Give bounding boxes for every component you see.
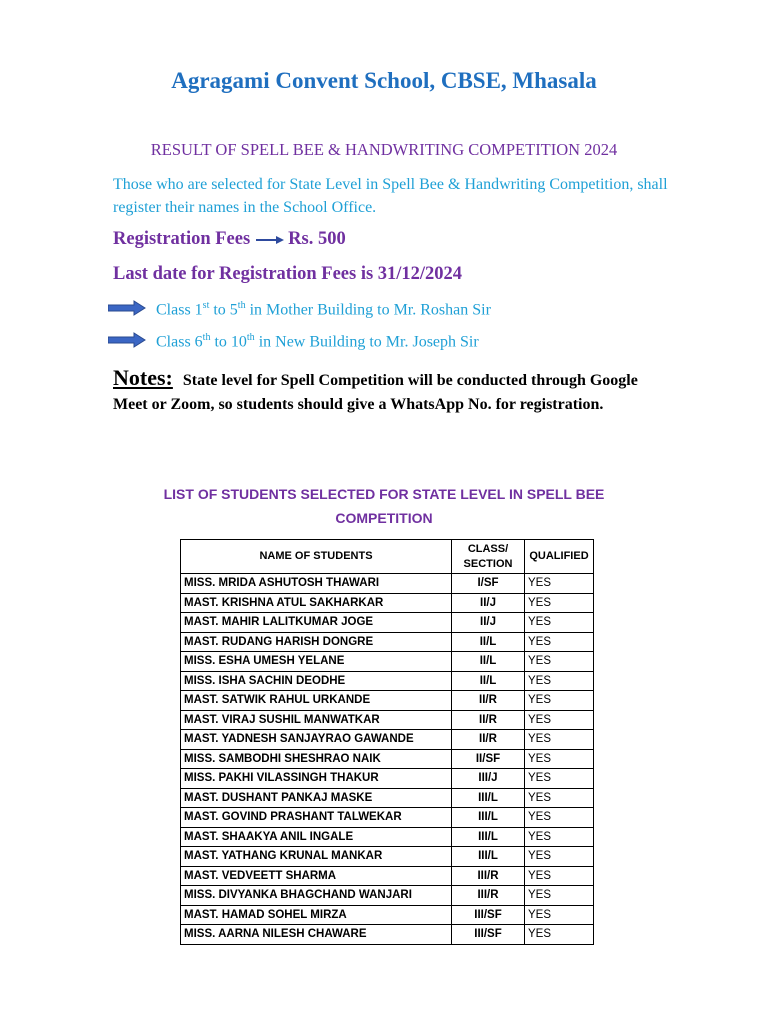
table-row [181, 652, 594, 672]
notes-label: Notes: [113, 365, 173, 390]
student-name-cell: MISS. MRIDA ASHUTOSH THAWARI [181, 574, 452, 594]
student-name-cell: MAST. RUDANG HARISH DONGRE [181, 632, 452, 652]
class-section-cell: III/SF [452, 905, 525, 925]
student-name-cell: MISS. ESHA UMESH YELANE [181, 652, 452, 672]
class-section-cell: II/L [452, 652, 525, 672]
class-section-cell: II/L [452, 671, 525, 691]
student-name-cell: MAST. SHAAKYA ANIL INGALE [181, 827, 452, 847]
qualified-cell: YES [525, 691, 594, 711]
intro-text: Those who are selected for State Level in Spell Bee & Handwriting Competition, shall register their names in the School Office. [113, 176, 668, 216]
qualified-cell: YES [525, 866, 594, 886]
student-name-cell: MAST. MAHIR LALITKUMAR JOGE [181, 613, 452, 633]
qualified-cell: YES [525, 652, 594, 672]
class-section-cell: II/L [452, 632, 525, 652]
class-section-cell: II/R [452, 691, 525, 711]
table-row [181, 671, 594, 691]
students-table [180, 539, 594, 945]
class-section-cell: III/R [452, 886, 525, 906]
column-header-class: CLASS/ SECTION [452, 540, 525, 574]
table-row [181, 730, 594, 750]
student-name-cell: MAST. KRISHNA ATUL SAKHARKAR [181, 593, 452, 613]
student-name-cell: MAST. SATWIK RAHUL URKANDE [181, 691, 452, 711]
qualified-cell: YES [525, 808, 594, 828]
column-header-qualified: QUALIFIED [525, 540, 594, 574]
arrow-right-icon [108, 300, 146, 321]
result-subtitle: RESULT OF SPELL BEE & HANDWRITING COMPETITION 2024 [150, 140, 618, 159]
list-heading: LIST OF STUDENTS SELECTED FOR STATE LEVEL IN SPELL BEE COMPETITION [163, 486, 605, 526]
notes-block [113, 366, 653, 416]
notes-text: State level for Spell Competition will be conducted through Google Meet or Zoom, so students should give a WhatsApp No. for registration. [113, 372, 638, 413]
student-name-cell: MAST. HAMAD SOHEL MIRZA [181, 905, 452, 925]
table-row [181, 866, 594, 886]
class-section-cell: II/SF [452, 749, 525, 769]
table-row [181, 632, 594, 652]
table-row [181, 905, 594, 925]
arrow-right-icon [108, 332, 146, 353]
table-row [181, 769, 594, 789]
qualified-cell: YES [525, 574, 594, 594]
table-row [181, 574, 594, 594]
table-row [181, 691, 594, 711]
last-date: Last date for Registration Fees is 31/12/2024 [113, 264, 463, 284]
qualified-cell: YES [525, 827, 594, 847]
class-section-cell: III/L [452, 827, 525, 847]
table-row [181, 847, 594, 867]
class-section-cell: III/J [452, 769, 525, 789]
table-row [181, 613, 594, 633]
qualified-cell: YES [525, 632, 594, 652]
table-row [181, 749, 594, 769]
qualified-cell: YES [525, 925, 594, 945]
column-header-name: NAME OF STUDENTS [181, 540, 452, 574]
class-line-2: Class 6th to 10th in New Building to Mr. Joseph Sir [108, 332, 479, 353]
qualified-cell: YES [525, 593, 594, 613]
qualified-cell: YES [525, 710, 594, 730]
student-name-cell: MISS. AARNA NILESH CHAWARE [181, 925, 452, 945]
registration-fees [113, 229, 346, 250]
qualified-cell: YES [525, 769, 594, 789]
table-row [181, 808, 594, 828]
class-section-cell: II/J [452, 613, 525, 633]
table-row [181, 593, 594, 613]
qualified-cell: YES [525, 847, 594, 867]
class-section-cell: I/SF [452, 574, 525, 594]
table-row [181, 710, 594, 730]
qualified-cell: YES [525, 613, 594, 633]
student-name-cell: MAST. YADNESH SANJAYRAO GAWANDE [181, 730, 452, 750]
registration-amount: Rs. 500 [288, 229, 346, 249]
class-line-1: Class 1st to 5th in Mother Building to Mr. Roshan Sir [108, 300, 491, 321]
class-section-cell: III/L [452, 808, 525, 828]
table-header-row [181, 540, 594, 574]
class-section-cell: II/J [452, 593, 525, 613]
student-name-cell: MAST. VIRAJ SUSHIL MANWATKAR [181, 710, 452, 730]
registration-label: Registration Fees [113, 229, 251, 249]
class-section-cell: II/R [452, 730, 525, 750]
student-name-cell: MISS. ISHA SACHIN DEODHE [181, 671, 452, 691]
qualified-cell: YES [525, 886, 594, 906]
class-section-cell: II/R [452, 710, 525, 730]
table-body [181, 574, 594, 945]
qualified-cell: YES [525, 788, 594, 808]
student-name-cell: MAST. DUSHANT PANKAJ MASKE [181, 788, 452, 808]
school-title: Agragami Convent School, CBSE, Mhasala [171, 68, 597, 93]
arrow-right-icon [256, 229, 284, 250]
table-row [181, 886, 594, 906]
student-name-cell: MAST. YATHANG KRUNAL MANKAR [181, 847, 452, 867]
student-name-cell: MAST. GOVIND PRASHANT TALWEKAR [181, 808, 452, 828]
qualified-cell: YES [525, 749, 594, 769]
qualified-cell: YES [525, 671, 594, 691]
table-row [181, 925, 594, 945]
class-section-cell: III/SF [452, 925, 525, 945]
table-row [181, 788, 594, 808]
student-name-cell: MISS. PAKHI VILASSINGH THAKUR [181, 769, 452, 789]
table-row [181, 827, 594, 847]
student-name-cell: MAST. VEDVEETT SHARMA [181, 866, 452, 886]
student-name-cell: MISS. SAMBODHI SHESHRAO NAIK [181, 749, 452, 769]
class-section-cell: III/L [452, 847, 525, 867]
student-name-cell: MISS. DIVYANKA BHAGCHAND WANJARI [181, 886, 452, 906]
class-section-cell: III/R [452, 866, 525, 886]
qualified-cell: YES [525, 730, 594, 750]
qualified-cell: YES [525, 905, 594, 925]
class-section-cell: III/L [452, 788, 525, 808]
